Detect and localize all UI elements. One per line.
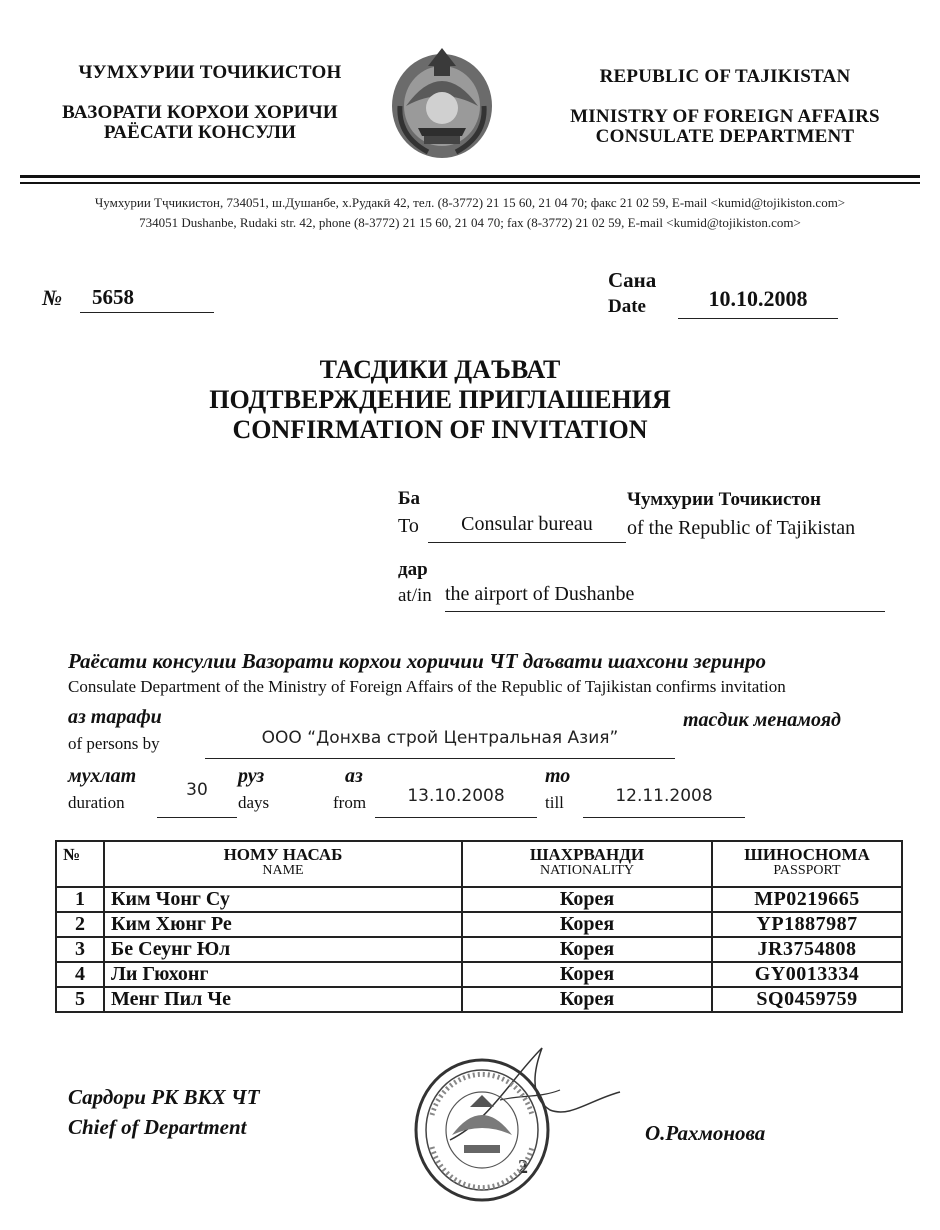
duration-label-en: duration — [68, 793, 125, 812]
header-right-line2: MINISTRY OF FOREIGN AFFAIRS — [570, 106, 880, 127]
days-label-en: days — [238, 793, 270, 812]
header-right-line1: REPUBLIC OF TAJIKISTAN — [599, 66, 851, 87]
signature-title-en: Chief of Department — [68, 1115, 247, 1139]
to-label-tj: Ба — [398, 488, 421, 509]
at-value: the airport of Dushanbe — [445, 583, 885, 612]
header-rule-top — [20, 175, 920, 178]
row-passport: MP0219665 — [712, 887, 902, 912]
row-number: 5 — [56, 987, 104, 1012]
duration-label-tj: мухлат — [68, 765, 137, 787]
col-nationality-header-en: NATIONALITY — [539, 863, 635, 878]
col-passport-header-en: PASSPORT — [773, 863, 841, 878]
header-right-line3: CONSULATE DEPARTMENT — [595, 126, 855, 147]
col-name-header-en: NAME — [262, 863, 304, 878]
row-passport: JR3754808 — [712, 937, 902, 962]
republic-label-tj: Чумхурии Точикистон — [627, 489, 821, 510]
row-name: Ли Гюхонг — [104, 962, 462, 987]
table-row — [56, 937, 902, 962]
row-name: Бе Сеунг Юл — [104, 937, 462, 962]
till-value: 12.11.2008 — [583, 786, 745, 818]
row-nationality: Корея — [462, 962, 712, 987]
signature-title-tj: Сардори РК ВКХ ЧТ — [68, 1085, 260, 1109]
title-line3: CONFIRMATION OF INVITATION — [232, 415, 648, 444]
number-label: № — [42, 285, 63, 310]
confirm-end-tj: тасдик менамояд — [683, 709, 841, 731]
till-label-tj: то — [545, 765, 571, 787]
from-label-en: from — [333, 793, 367, 812]
header-left-line3: РАЁСАТИ КОНСУЛИ — [103, 122, 297, 143]
to-label-en: To — [398, 515, 419, 537]
number-value: 5658 — [80, 285, 214, 313]
coat-of-arms-emblem — [388, 36, 496, 162]
row-passport: SQ0459759 — [712, 987, 902, 1012]
signatory-name: О.Рахмонова — [645, 1121, 766, 1145]
row-number: 3 — [56, 937, 104, 962]
row-number: 1 — [56, 887, 104, 912]
from-label-tj: аз — [345, 765, 363, 787]
at-label-tj: дар — [398, 559, 428, 580]
by-value: ООО “Донхва строй Центральная Азия” — [205, 728, 675, 759]
table-row — [56, 962, 902, 987]
header-rule-bottom — [20, 182, 920, 184]
by-label-tj: аз тарафи — [68, 706, 162, 728]
stamp-number: 2 — [518, 1156, 528, 1178]
title-line1: ТАСДИКИ ДАЪВАТ — [319, 355, 561, 384]
duration-value: 30 — [157, 780, 237, 818]
days-label-tj: руз — [238, 765, 265, 787]
contact-line-tj: Чумхурии Тҷчикистон, 734051, ш.Душанбе, х.Рудакӣ 42, тел. (8-3772) 21 15 60, 21 04 70; факс 21 02 59, E-mail <kumid@tojikiston.com> — [94, 195, 846, 210]
row-nationality: Корея — [462, 987, 712, 1012]
col-nationality-header — [462, 841, 712, 887]
row-name: Ким Хюнг Ре — [104, 912, 462, 937]
col-number-header: № — [56, 841, 104, 887]
row-number: 2 — [56, 912, 104, 937]
confirm-text-en: Consulate Department of the Ministry of Foreign Affairs of the Republic of Tajikistan confirms invitation — [68, 677, 786, 696]
till-label-en: till — [545, 793, 564, 812]
date-label-tj: Сана — [608, 268, 657, 292]
table-row — [56, 887, 902, 912]
confirm-text-tj: Раёсати консулии Вазорати корхои хоричии ЧТ даъвати шахсони зеринро — [68, 649, 766, 673]
row-passport: YP1887987 — [712, 912, 902, 937]
contact-line-en: 734051 Dushanbe, Rudaki str. 42, phone (8-3772) 21 15 60, 21 04 70; fax (8-3772) 21 02 59, E-mail <kumid@tojikiston.com> — [139, 215, 801, 230]
title-line2: ПОДТВЕРЖДЕНИЕ ПРИГЛАШЕНИЯ — [209, 385, 671, 414]
col-passport-header-tj: ШИНОСНОМА — [744, 845, 870, 864]
date-label-en: Date — [608, 296, 646, 317]
header-left-line2: ВАЗОРАТИ КОРХОИ ХОРИЧИ — [62, 102, 338, 123]
row-nationality: Корея — [462, 912, 712, 937]
row-nationality: Корея — [462, 937, 712, 962]
header-left-line1: ЧУМХУРИИ ТОЧИКИСТОН — [78, 62, 342, 83]
col-name-header-tj: НОМУ НАСАБ — [223, 845, 343, 864]
from-value: 13.10.2008 — [375, 786, 537, 818]
row-number: 4 — [56, 962, 104, 987]
persons-table — [55, 840, 903, 1013]
table-row — [56, 987, 902, 1012]
row-name: Менг Пил Че — [104, 987, 462, 1012]
at-label-en: at/in — [398, 585, 432, 606]
col-passport-header — [712, 841, 902, 887]
republic-label-en: of the Republic of Tajikistan — [627, 517, 856, 539]
table-row — [56, 912, 902, 937]
col-name-header — [104, 841, 462, 887]
col-nationality-header-tj: ШАХРВАНДИ — [529, 845, 645, 864]
row-nationality: Корея — [462, 887, 712, 912]
official-stamp — [412, 1055, 552, 1205]
to-value: Consular bureau — [428, 513, 626, 543]
row-passport: GY0013334 — [712, 962, 902, 987]
table-header-row — [56, 841, 902, 887]
date-value: 10.10.2008 — [678, 286, 838, 319]
row-name: Ким Чонг Су — [104, 887, 462, 912]
by-label-en: of persons by — [68, 734, 160, 753]
